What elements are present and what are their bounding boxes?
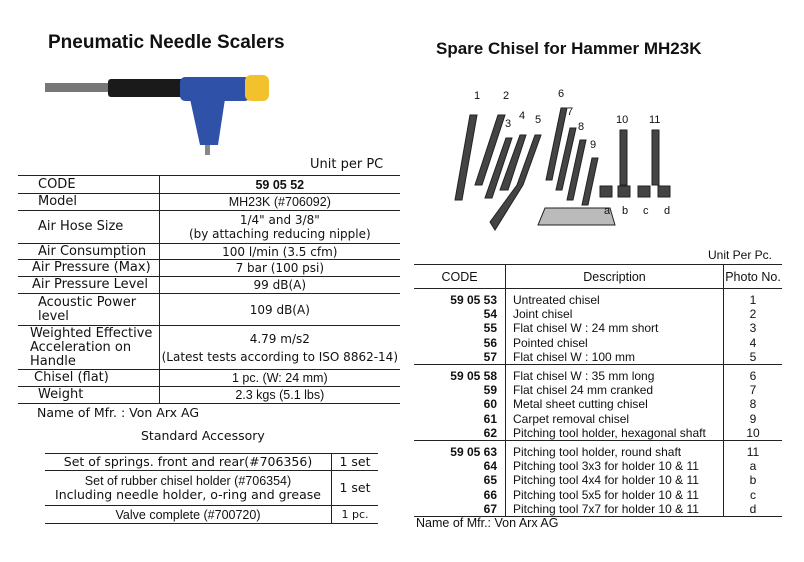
accessory-item: Valve complete (#700720) — [45, 506, 332, 524]
accessory-qty: 1 set — [332, 454, 379, 471]
chisel-row — [414, 441, 782, 460]
chisel-description: Pitching tool 4x4 for holder 10 & 11 — [506, 473, 724, 487]
photo-label: 6 — [558, 88, 565, 100]
chisel-description: Flat chisel W : 35 mm long — [506, 365, 724, 384]
left-unit-label: Unit per PC — [310, 157, 384, 172]
spec-value: 7 bar (100 psi) — [159, 260, 400, 277]
accessory-title: Standard Accessory — [141, 428, 265, 443]
left-title: Pneumatic Needle Scalers — [48, 32, 285, 53]
needle-scaler-image — [40, 65, 280, 160]
chisel-row — [414, 307, 782, 321]
column-header-photo: Photo No. — [724, 265, 783, 289]
chisel-code: 60 — [414, 397, 506, 411]
accessory-item: Set of rubber chisel holder (#706354) — [84, 474, 292, 488]
photo-label: 5 — [535, 114, 542, 126]
spec-row — [18, 294, 400, 326]
spec-key: Model — [18, 194, 159, 211]
chisel-row — [414, 397, 782, 411]
photo-label: 8 — [578, 121, 585, 133]
chisels-image — [420, 90, 680, 240]
chisel-code: 62 — [414, 426, 506, 441]
chisel-row — [414, 336, 782, 350]
chisel-photo-no: 2 — [749, 307, 757, 322]
chisel-description: Flat chisel W : 100 mm — [506, 350, 724, 365]
chisel-photo-no: c — [750, 487, 756, 502]
accessory-row — [45, 471, 378, 506]
spec-row — [18, 176, 400, 194]
chisel-photo-no: 10 — [724, 426, 783, 441]
spec-value: 2.3 kgs (5.1 lbs) — [159, 387, 400, 404]
chisel-code: 59 — [414, 383, 506, 397]
chisel-row — [414, 426, 782, 441]
chisel-code: 65 — [414, 473, 506, 487]
chisel-code: 56 — [414, 336, 506, 350]
spec-value: 4.79 m/s2 — [249, 331, 310, 346]
spec-key: Weighted Effective Acceleration on Handle — [18, 326, 159, 370]
chisel-photo-no: 11 — [746, 445, 760, 460]
chisel-photo-no: b — [749, 473, 757, 488]
spec-value-note: (Latest tests according to ISO 8862-14) — [161, 349, 398, 364]
chisel-photo-no: 1 — [749, 293, 757, 307]
chisel-description: Joint chisel — [506, 307, 724, 321]
chisel-photo-no: d — [724, 502, 783, 517]
photo-label: 2 — [503, 90, 510, 102]
accessory-item-note: Including needle holder, o-ring and grease — [55, 487, 321, 502]
column-header-description: Description — [506, 265, 724, 289]
chisel-row — [414, 459, 782, 473]
spec-key: CODE — [18, 176, 159, 194]
photo-label: 10 — [616, 114, 629, 126]
chisel-description: Flat chisel W : 24 mm short — [506, 321, 724, 335]
spec-key: Chisel (flat) — [18, 370, 159, 387]
spec-value: 100 l/min (3.5 cfm) — [159, 244, 400, 260]
spec-key: Acoustic Power level — [18, 294, 159, 326]
photo-label: 1 — [474, 90, 481, 102]
spare-chisel-table — [414, 264, 782, 517]
right-manufacturer: Name of Mfr.: Von Arx AG — [416, 516, 559, 530]
spec-value: 1 pc. (W: 24 mm) — [159, 370, 400, 387]
chisel-code: 59 05 53 — [414, 289, 506, 308]
accessory-item: Set of springs. front and rear(#706356) — [45, 454, 332, 471]
spec-key: Air Pressure (Max) — [18, 260, 159, 277]
accessory-row — [45, 454, 378, 471]
chisel-code: 55 — [414, 321, 506, 335]
chisel-code: 59 05 63 — [414, 441, 506, 460]
chisel-row — [414, 488, 782, 502]
spec-value: 99 dB(A) — [159, 277, 400, 294]
spec-value: 1/4" and 3/8" — [239, 213, 320, 227]
chisel-code: 66 — [414, 488, 506, 502]
chisel-description: Pitching tool 7x7 for holder 10 & 11 — [506, 502, 724, 517]
spec-row — [18, 387, 400, 404]
chisel-description: Pitching tool holder, hexagonal shaft — [506, 426, 724, 441]
photo-label: 7 — [567, 106, 574, 118]
spec-key: Air Consumption — [18, 244, 159, 260]
chisel-description: Carpet removal chisel — [506, 412, 724, 426]
photo-label: 9 — [590, 139, 597, 151]
spec-row — [18, 244, 400, 260]
chisel-row — [414, 365, 782, 384]
chisel-description: Untreated chisel — [506, 289, 724, 308]
spec-value: MH23K (#706092) — [159, 194, 400, 211]
chisel-row — [414, 321, 782, 335]
right-unit-label: Unit Per Pc. — [708, 248, 773, 262]
photo-label: b — [622, 205, 629, 217]
spec-key: Air Hose Size — [18, 211, 159, 244]
chisel-photo-no: 5 — [724, 350, 783, 365]
spec-value-note: (by attaching reducing nipple) — [188, 227, 371, 241]
spec-value: 59 05 52 — [159, 176, 400, 194]
spec-key: Weight — [18, 387, 159, 404]
spec-row — [18, 326, 400, 370]
spec-row — [18, 194, 400, 211]
chisel-row — [414, 289, 782, 308]
accessory-qty: 1 pc. — [332, 506, 379, 524]
spec-row — [18, 211, 400, 244]
chisel-code: 67 — [414, 502, 506, 517]
chisel-row — [414, 412, 782, 426]
chisel-description: Flat chisel 24 mm cranked — [506, 383, 724, 397]
chisel-photo-no: 3 — [749, 321, 757, 336]
photo-label: d — [664, 205, 671, 217]
chisel-code: 61 — [414, 412, 506, 426]
accessory-row — [45, 506, 378, 524]
left-manufacturer: Name of Mfr. : Von Arx AG — [37, 405, 200, 420]
spec-key: Air Pressure Level — [18, 277, 159, 294]
chisel-code: 64 — [414, 459, 506, 473]
spec-row — [18, 277, 400, 294]
chisel-photo-no: 4 — [749, 335, 757, 350]
accessory-qty: 1 set — [332, 471, 379, 506]
spec-row — [18, 260, 400, 277]
chisel-row — [414, 383, 782, 397]
accessory-table — [45, 453, 378, 524]
photo-label: 11 — [649, 114, 661, 126]
chisel-row — [414, 350, 782, 365]
chisel-photo-no: 7 — [749, 383, 757, 398]
chisel-code: 57 — [414, 350, 506, 365]
chisel-description: Pitching tool 3x3 for holder 10 & 11 — [506, 459, 724, 473]
right-title: Spare Chisel for Hammer MH23K — [436, 39, 702, 58]
specs-table — [18, 175, 400, 404]
photo-label: 3 — [505, 118, 512, 130]
chisel-row — [414, 502, 782, 517]
chisel-photo-no: 8 — [749, 397, 757, 412]
chisel-description: Pitching tool holder, round shaft — [506, 441, 724, 460]
photo-label: a — [604, 205, 611, 217]
column-header-code: CODE — [414, 265, 506, 289]
chisel-row — [414, 473, 782, 487]
spec-value: 109 dB(A) — [159, 294, 400, 326]
chisel-photo-no: a — [749, 459, 757, 474]
chisel-photo-no: 9 — [749, 411, 757, 426]
chisel-description: Metal sheet cutting chisel — [506, 397, 724, 411]
chisel-description: Pitching tool 5x5 for holder 10 & 11 — [506, 488, 724, 502]
chisel-description: Pointed chisel — [506, 336, 724, 350]
chisel-code: 54 — [414, 307, 506, 321]
photo-label: c — [643, 205, 649, 217]
spec-row — [18, 370, 400, 387]
chisel-photo-no: 6 — [749, 369, 757, 384]
photo-label: 4 — [519, 110, 526, 122]
chisel-code: 59 05 58 — [414, 365, 506, 384]
